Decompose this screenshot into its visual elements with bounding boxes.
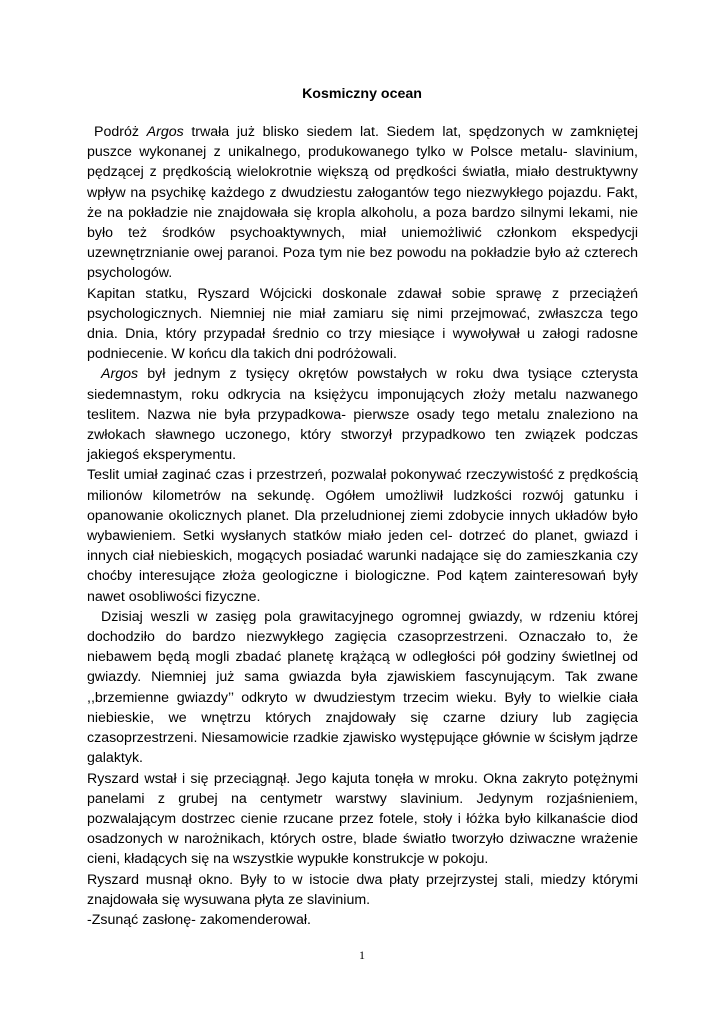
paragraph-text: Ryszard wstał i się przeciągnął. Jego kajuta tonęła w mroku. Okna zakryto potężnymi panelami z grubej na centymetr warstwy slavinium. Jedynym rozjaśnieniem, pozwalającym dostrzec cienie rzucane przez fotele, stoły i łóżka było kilkanaście diod osadzonych w narożnikach, których ostre, blade światło tworzyło dziwaczne wrażenie cieni, kładących się na wszystkie wypukłe konstrukcje w pokoju. [87,770,638,868]
paragraph-text: był jednym z tysięcy okrętów powstałych w roku dwa tysiące czterysta siedemnastym, roku odkrycia na księżycu imponujących złoży metalu nazwanego teslitem. Nazwa nie była przypadkowa- pierwsze osady tego metalu znaleziono na zwłokach sławnego uczonego, który stworzył przypadkowo ten związek podczas jakiegoś eksperymentu. [87,366,638,464]
paragraph-text: -Zsunąć zasłonę- zakomenderował. [87,911,311,928]
ship-name-argos: Argos [146,124,184,140]
paragraph-1 [87,122,638,284]
document-title: Kosmiczny ocean [302,86,422,102]
paragraph-text: Podróż [94,124,147,140]
paragraph-5 [87,607,638,769]
ship-name-argos: Argos [101,366,139,383]
paragraph-text: Teslit umiał zaginać czas i przestrzeń, pozwalał pokonywać rzeczywistość z prędkością milionów kilometrów na sekundę. Ogółem umożliwił ludzkości rozwój gatunku i opanowanie okolicznych planet. Dla przeludnionej ziemi zdobycie innych układów było wybawieniem. Setki wysłanych statków miało jeden cel- dotrzeć do planet, gwiazd i innych ciał niebieskich, mogących posiadać warunki nadające się do zamieszkania czy choćby interesujące złoża geologiczne i biologiczne. Pod kątem zainteresowań były nawet osobliwości fizyczne. [87,467,638,605]
paragraph-3 [87,364,638,465]
paragraph-text: Kapitan statku, Ryszard Wójcicki doskonale zdawał sobie sprawę z przeciążeń psychologicznych. Niemniej nie miał zamiaru się nimi przejmować, zwłaszcza tego dnia. Dnia, który przypadał średnio co trzy miesiące i wywoływał u załogi radosne podniecenie. W końcu dla takich dni podróżowali. [87,285,638,363]
paragraph-text: Dzisiaj weszli w zasięg pola grawitacyjnego ogromnej gwiazdy, w rdzeniu której dochodziło do bardzo niezwykłego zagięcia czasoprzestrzeni. Oznaczało to, że niebawem będą mogli zbadać planetę krążącą w odległości pół godziny świetlnej od gwiazdy. Niemniej już sama gwiazda była zjawiskiem fascynującym. Tak zwane ,,brzemienne gwiazdy’’ odkryto w dwudziestym trzecim wieku. Były to wielkie ciała niebieskie, we wnętrzu których znajdowały się czarne dziury lub zagięcia czasoprzestrzeni. Niesamowicie rzadkie zjawisko występujące głównie w ścisłym jądrze galaktyk. [87,608,638,767]
paragraph-text: Ryszard musnął okno. Były to w istocie dwa płaty przejrzystej stali, miedzy którymi znajdowała się wysuwana płyta ze slavinium. [87,871,638,908]
page-number: 1 [359,948,365,962]
paragraph-4 [87,465,638,606]
paragraph-text: trwała już blisko siedem lat. Siedem lat, spędzonych w zamkniętej puszce wykonanej z unikalnego, produkowanego tylko w Polsce metalu- slavinium, pędzącej z prędkością wielokrotnie większą od prędkości światła, miało destruktywny wpływ na psychikę każdego z dwudziestu załogantów tego niezwykłego pojazdu. Fakt, że na pokładzie nie znajdowała się kropla alkoholu, a poza bardzo silnymi lekami, nie było też środków psychoaktywnych, miał uniemożliwić członkom ekspedycji uzewnętrznianie owej paranoi. Poza tym nie bez powodu na pokładzie było aż czterech psychologów. [87,124,638,282]
document-body [87,122,638,930]
paragraph-7 [87,870,638,910]
paragraph-2 [87,284,638,365]
paragraph-8 [87,910,638,930]
paragraph-6 [87,769,638,870]
